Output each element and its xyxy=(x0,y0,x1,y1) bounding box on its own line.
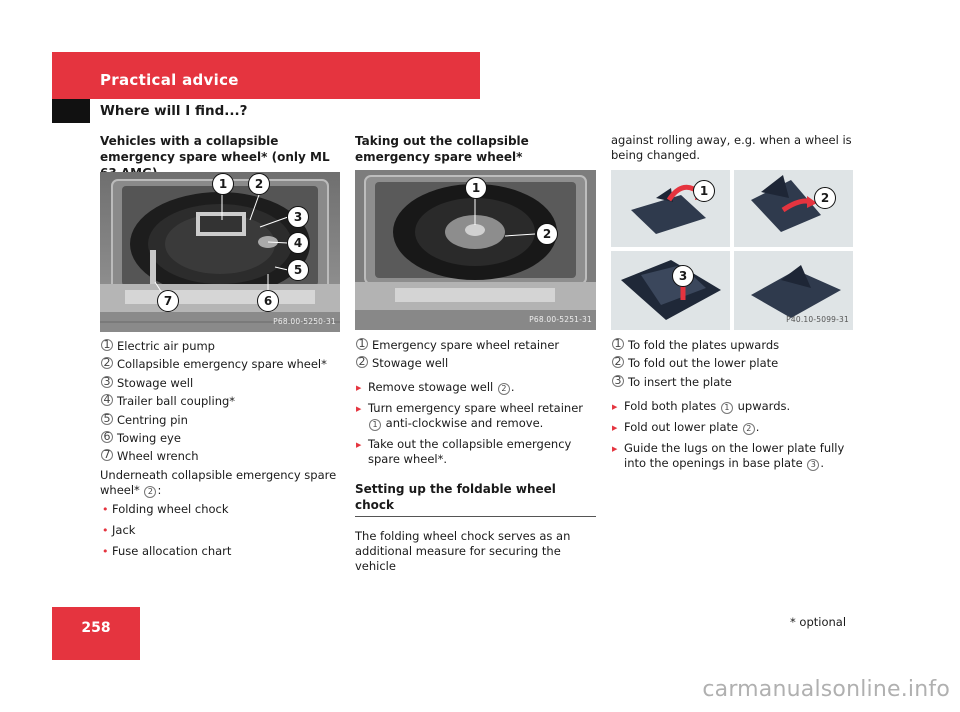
legend-item: 3 Stowage well xyxy=(100,376,340,391)
section-title: Practical advice xyxy=(100,71,239,89)
photo-spare-wheel-retainer xyxy=(355,170,596,330)
page-number: 258 xyxy=(81,620,111,636)
bullet-item: • Folding wheel chock xyxy=(100,502,340,517)
legend-list xyxy=(355,338,596,371)
legend-item: 7 Wheel wrench xyxy=(100,449,340,464)
bullet-list xyxy=(100,502,340,559)
callout-2: 2 xyxy=(536,223,558,245)
legend-item: 1 Electric air pump xyxy=(100,339,340,354)
legend-list xyxy=(100,339,340,464)
heading-rule xyxy=(355,516,596,517)
column-1 xyxy=(100,133,340,559)
legend-item: 5 Centring pin xyxy=(100,413,340,428)
steps-list xyxy=(355,380,596,467)
heading-wheel-chock: Setting up the foldable wheel chock xyxy=(355,482,556,513)
callout-1: 1 xyxy=(465,177,487,199)
step-item: ▶ Take out the collapsible emergency spare wheel*. xyxy=(355,437,596,467)
legend-item: 2 Stowage well xyxy=(355,356,596,371)
step-item: ▶ Remove stowage well 2 . xyxy=(355,380,596,395)
underneath-paragraph: Underneath collapsible emergency spare wheel* 2 : xyxy=(100,468,337,498)
image-ref: P68.00-5250-31 xyxy=(273,317,336,326)
legend-item: 2 To fold out the lower plate xyxy=(611,356,853,371)
step-item: ▶ Fold out lower plate 2 . xyxy=(611,420,853,435)
step-item: ▶ Guide the lugs on the lower plate fully into the openings in base plate 3 . xyxy=(611,441,853,471)
callout-4: 4 xyxy=(287,232,309,254)
column-2 xyxy=(355,133,596,574)
callout-6: 6 xyxy=(257,290,279,312)
watermark: carmanualsonline.info xyxy=(702,677,950,702)
legend-item: 3 To insert the plate xyxy=(611,375,853,390)
callout-3: 3 xyxy=(672,265,694,287)
illustration-wheel-chock xyxy=(611,170,853,330)
legend-item: 1 To fold the plates upwards xyxy=(611,338,853,353)
callout-1: 1 xyxy=(693,180,715,202)
callout-2: 2 xyxy=(248,173,270,195)
footnote-optional: * optional xyxy=(790,615,847,629)
legend-item: 6 Towing eye xyxy=(100,431,340,446)
image-ref: P68.00-5251-31 xyxy=(529,315,592,324)
steps-list xyxy=(611,399,853,471)
callout-1: 1 xyxy=(212,173,234,195)
heading-taking-out: Taking out the collapsible emergency spare wheel* xyxy=(355,134,529,164)
callout-3: 3 xyxy=(287,206,309,228)
legend-item: 4 Trailer ball coupling* xyxy=(100,394,340,409)
step-item: ▶ Fold both plates 1 upwards. xyxy=(611,399,853,414)
callout-7: 7 xyxy=(157,290,179,312)
column-3 xyxy=(611,133,853,470)
legend-item: 2 Collapsible emergency spare wheel* xyxy=(100,357,340,372)
heading-collapsible-spare: Vehicles with a collapsible emergency spare wheel* (only ML xyxy=(100,134,330,164)
header-tab-marker xyxy=(52,99,90,123)
step-item: ▶ Turn emergency spare wheel retainer 1 anti-clockwise and remove. xyxy=(355,401,596,431)
wheel-chock-paragraph: The folding wheel chock serves as an additional measure for securing the vehicle xyxy=(355,529,571,574)
bullet-item: • Fuse allocation chart xyxy=(100,544,340,559)
legend-item: 1 Emergency spare wheel retainer xyxy=(355,338,596,353)
subsection-title: Where will I find...? xyxy=(100,103,248,119)
bullet-item: • Jack xyxy=(100,523,340,538)
callout-5: 5 xyxy=(287,259,309,281)
legend-list xyxy=(611,338,853,390)
image-ref: P40.10-5099-31 xyxy=(786,315,849,324)
continued-paragraph: against rolling away, e.g. when a wheel is being changed. xyxy=(611,133,852,162)
photo-trunk-spare-wheel xyxy=(100,172,340,332)
callout-2: 2 xyxy=(814,187,836,209)
